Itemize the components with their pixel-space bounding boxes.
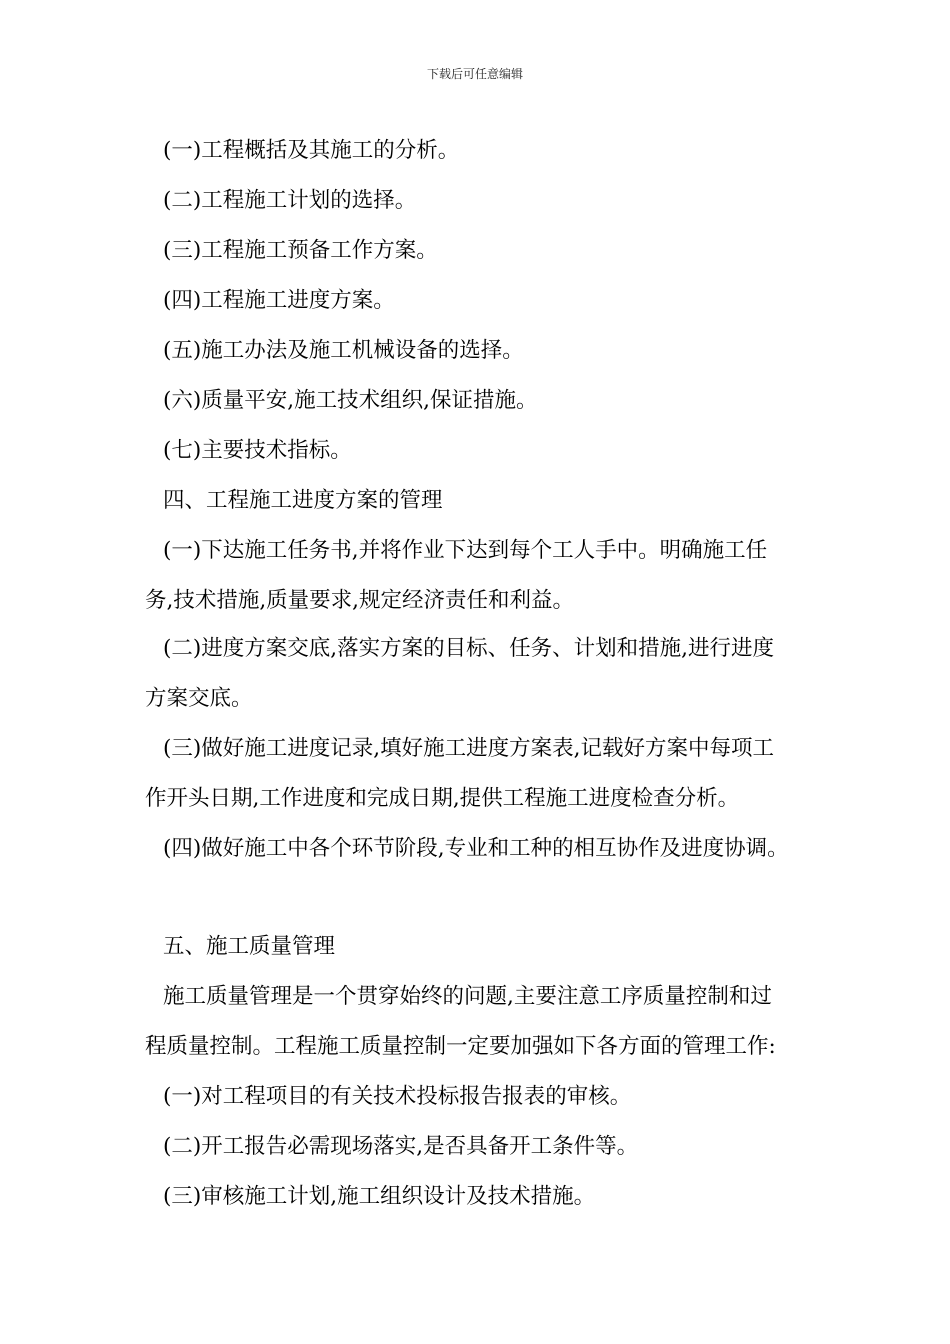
paragraph-line: 务,技术措施,质量要求,规定经济责任和利益。 xyxy=(145,588,575,613)
paragraph-line: (一)下达施工任务书,并将作业下达到每个工人手中。明确施工任 xyxy=(163,538,768,563)
outline-item-2: (二)工程施工计划的选择。 xyxy=(163,188,417,213)
page-header-note: 下载后可任意编辑 xyxy=(426,67,523,81)
outline-item: (三)审核施工计划,施工组织设计及技术措施。 xyxy=(163,1184,596,1209)
paragraph-line: 作开头日期,工作进度和完成日期,提供工程施工进度检查分析。 xyxy=(145,786,740,811)
paragraph-line: (二)进度方案交底,落实方案的目标、任务、计划和措施,进行进度 xyxy=(163,636,774,661)
section-heading-4: 四、工程施工进度方案的管理 xyxy=(163,488,443,513)
paragraph-line: (三)做好施工进度记录,填好施工进度方案表,记载好方案中每项工 xyxy=(163,736,774,761)
outline-item-3: (三)工程施工预备工作方案。 xyxy=(163,238,438,263)
outline-item-6: (六)质量平安,施工技术组织,保证措施。 xyxy=(163,388,538,413)
outline-item: (一)对工程项目的有关技术投标报告报表的审核。 xyxy=(163,1084,632,1109)
outline-item-1: (一)工程概括及其施工的分析。 xyxy=(163,138,460,163)
paragraph-line: 程质量控制。工程施工质量控制一定要加强如下各方面的管理工作: xyxy=(145,1034,776,1059)
paragraph-line: (四)做好施工中各个环节阶段,专业和工种的相互协作及进度协调。 xyxy=(163,836,789,861)
outline-item: (二)开工报告必需现场落实,是否具备开工条件等。 xyxy=(163,1134,639,1159)
paragraph-line: 施工质量管理是一个贯穿始终的问题,主要注意工序质量控制和过 xyxy=(163,984,772,1009)
outline-item-7: (七)主要技术指标。 xyxy=(163,438,352,463)
section-heading-5: 五、施工质量管理 xyxy=(163,934,336,959)
paragraph-line: 方案交底。 xyxy=(145,686,253,711)
outline-item-5: (五)施工办法及施工机械设备的选择。 xyxy=(163,338,524,363)
outline-item-4: (四)工程施工进度方案。 xyxy=(163,288,395,313)
